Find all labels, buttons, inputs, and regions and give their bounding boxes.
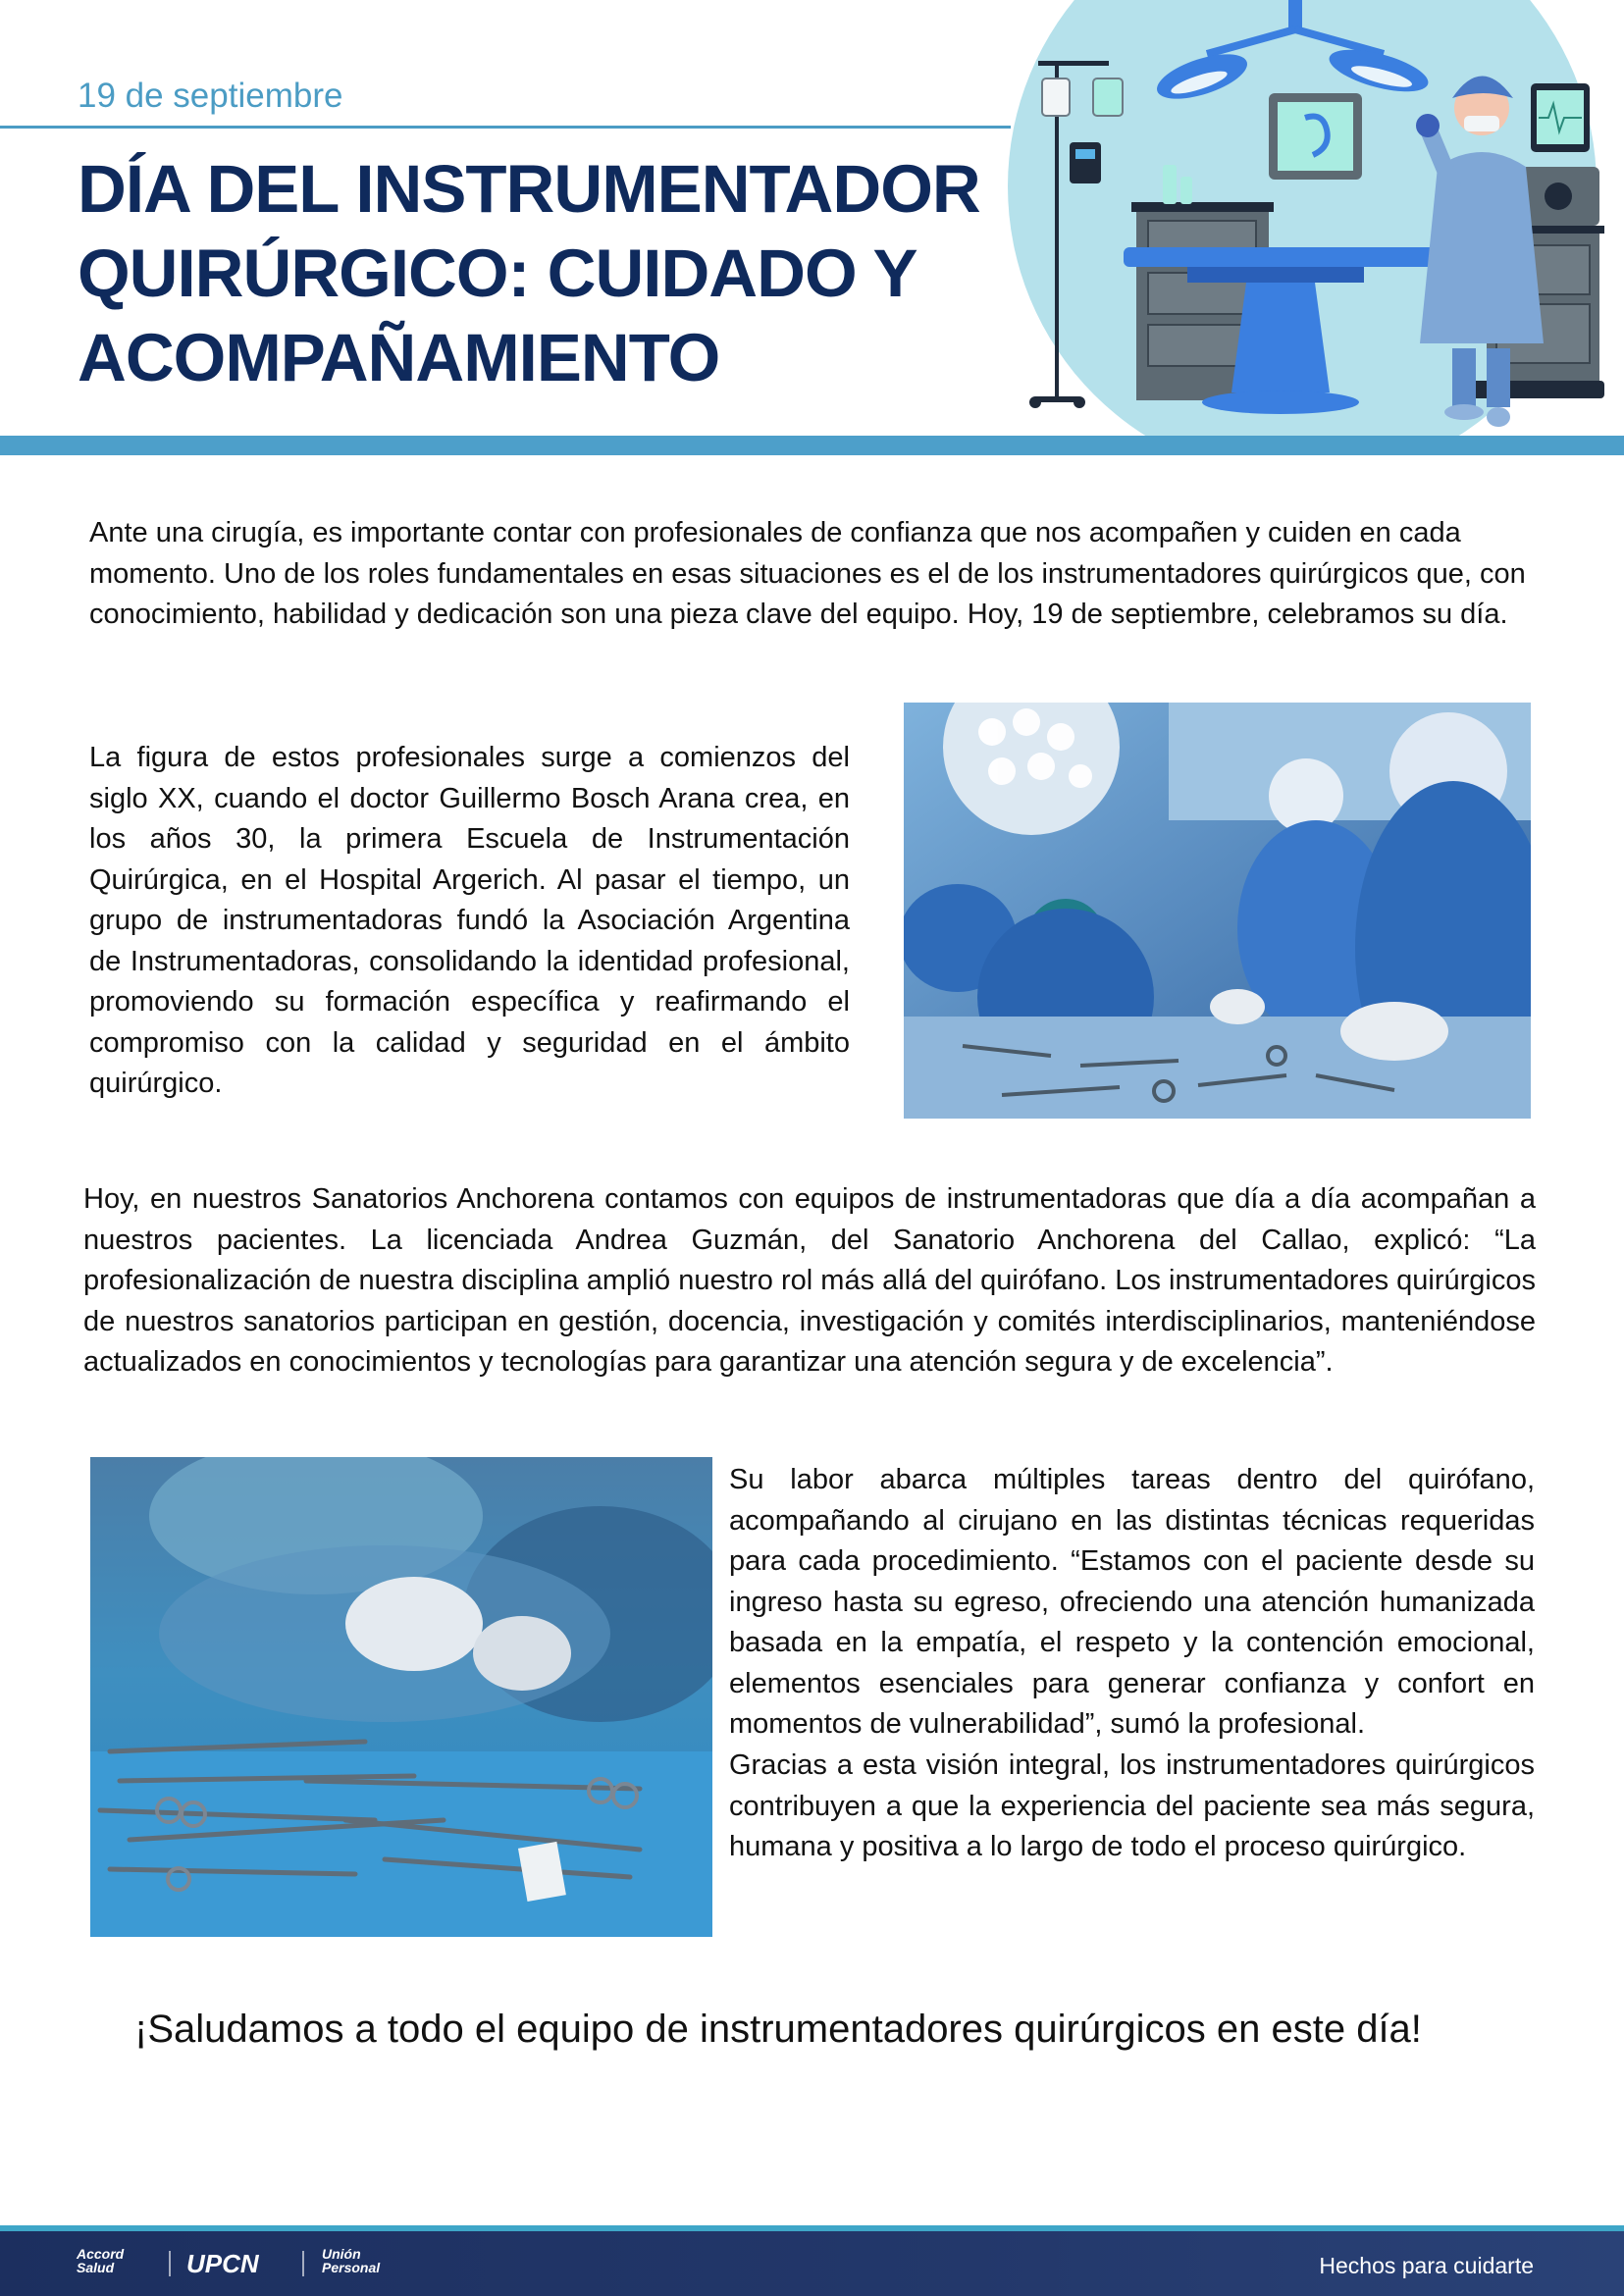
footer-separator: [302, 2251, 304, 2276]
wall-monitor-icon: [1269, 93, 1362, 180]
intro-paragraph: Ante una cirugía, es importante contar con profesionales de confianza que nos acompañen y cuiden en cada momento. Uno de los roles fundamentales en esas situaciones es el de los instrumentadores quirúrgicos que, con conocimiento, habilidad y dedicación son una pieza clave del equipo. Hoy, 19 de septiembre, celebramos su día.: [89, 517, 1526, 630]
union-personal-logo: Unión Personal: [322, 2246, 381, 2275]
footer: [0, 2231, 1624, 2296]
sanatorios-paragraph: Hoy, en nuestros Sanatorios Anchorena contamos con equipos de instrumentadoras que día a día acompañan a nuestros pacientes. La licenciada Andrea Guzmán, del Sanatorio Anchorena del Callao, explicó: “La profesionalización de nuestra disciplina amplió nuestro rol más allá del quirófano. Los instrumentadores quirúrgicos de nuestros sanatorios participan en gestión, docencia, investigación y comités interdisciplinarios, manteniéndose actualizados en conocimientos y tecnologías para garantizar una atención segura y de excelencia”.: [83, 1183, 1536, 1378]
footer-slogan: Hechos para cuidarte: [1319, 2253, 1534, 2278]
header-band: [0, 436, 1624, 455]
accord-salud-logo: Accord Salud: [77, 2246, 125, 2275]
footer-separator: [169, 2251, 171, 2276]
upcn-logo: UPCN: [186, 2249, 259, 2278]
page-title: [78, 147, 980, 400]
title-line-2: QUIRÚRGICO: CUIDADO Y: [78, 235, 917, 311]
surgical-instruments-photo: [90, 1457, 712, 1937]
operating-room-illustration: [991, 0, 1624, 436]
title-line-1: DÍA DEL INSTRUMENTADOR: [78, 151, 980, 227]
closing-greeting: ¡Saludamos a todo el equipo de instrumentadores quirúrgicos en este día!: [134, 2008, 1422, 2051]
labor-paragraph: Su labor abarca múltiples tareas dentro del quirófano, acompañando al cirujano en las distintas técnicas requeridas para cada procedimiento. “Estamos con el paciente desde su ingreso hasta su egreso, ofreciendo una atención humanizada basada en la empatía, el respeto y la contención emocional, elementos esenciales para generar confianza y confort en momentos de vulnerabilidad”, sumó la profesional.: [729, 1464, 1535, 1740]
vision-paragraph: Gracias a esta visión integral, los instrumentadores quirúrgicos contribuyen a que la experiencia del paciente sea más segura, humana y positiva a lo largo de todo el proceso quirúrgico.: [729, 1749, 1535, 1862]
date-label: 19 de septiembre: [78, 77, 343, 115]
date-divider: [0, 126, 1011, 129]
title-line-3: ACOMPAÑAMIENTO: [78, 320, 720, 395]
surgery-team-photo: [904, 703, 1531, 1119]
history-paragraph: La figura de estos profesionales surge a comienzos del siglo XX, cuando el doctor Guillermo Bosch Arana crea, en los años 30, la primera Escuela de Instrumentación Quirúrgica, en el Hospital Argerich. Al pasar el tiempo, un grupo de instrumentadoras fundó la Asociación Argentina de Instrumentadoras, consolidando la identidad profesional, promoviendo su formación específica y reafirmando el compromiso con la calidad y seguridad en el ámbito quirúrgico.: [89, 742, 850, 1099]
